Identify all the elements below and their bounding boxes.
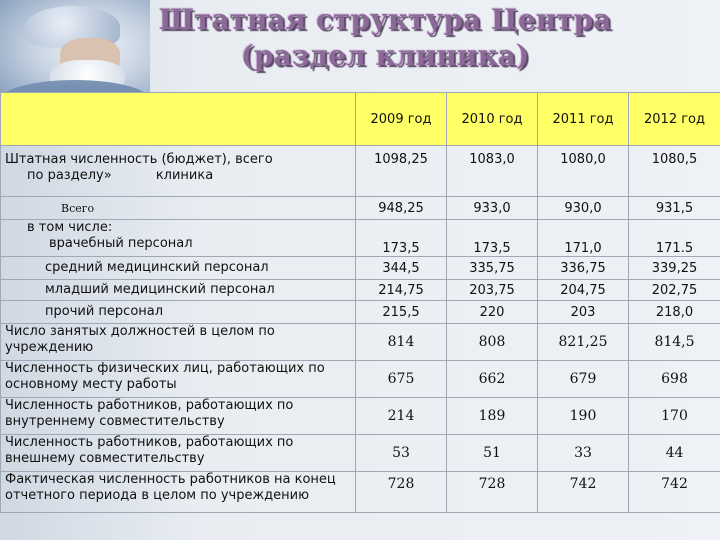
row-label: Фактическая численность работников на конец отчетного периода в целом по учреждению — [1, 472, 356, 513]
doctors-label: врачебный персонал — [49, 236, 193, 251]
including-label: в том числе: — [27, 220, 113, 235]
row-label — [1, 220, 356, 257]
value-cell: 814 — [356, 324, 447, 361]
value-cell: 948,25 — [356, 197, 447, 220]
row-label: Число занятых должностей в целом по учреждению — [1, 324, 356, 361]
table-row — [1, 301, 720, 324]
value-cell: 190 — [538, 398, 629, 435]
value-cell: 742 — [629, 472, 720, 513]
value-cell: 336,75 — [538, 257, 629, 280]
value-cell: 220 — [447, 301, 538, 324]
title-line-2: (раздел клиника) — [240, 39, 530, 72]
page-title — [150, 2, 620, 74]
value-cell: 339,25 — [629, 257, 720, 280]
value-cell: 173,5 — [447, 220, 538, 257]
staff-label-line2 — [5, 168, 351, 184]
value-cell: 189 — [447, 398, 538, 435]
value-cell: 662 — [447, 361, 538, 398]
staff-table — [0, 92, 720, 513]
year-header: 2011 год — [538, 93, 629, 146]
value-cell: 675 — [356, 361, 447, 398]
row-label: Численность физических лиц, работающих по основному месту работы — [1, 361, 356, 398]
value-cell: 44 — [629, 435, 720, 472]
year-header: 2010 год — [447, 93, 538, 146]
value-cell: 679 — [538, 361, 629, 398]
table-row — [1, 361, 720, 398]
value-cell: 171.5 — [629, 220, 720, 257]
value-cell: 203 — [538, 301, 629, 324]
table-row — [1, 435, 720, 472]
table-row — [1, 472, 720, 513]
row-label: средний медицинский персонал — [1, 257, 356, 280]
staff-label-part: клиника — [155, 168, 214, 183]
value-cell: 170 — [629, 398, 720, 435]
value-cell: 214,75 — [356, 280, 447, 301]
header-row — [1, 93, 720, 146]
value-cell: 204,75 — [538, 280, 629, 301]
value-cell: 1080,5 — [629, 146, 720, 197]
table-row — [1, 220, 720, 257]
value-cell: 214 — [356, 398, 447, 435]
value-cell: 742 — [538, 472, 629, 513]
table-row — [1, 398, 720, 435]
value-cell: 728 — [447, 472, 538, 513]
year-header: 2009 год — [356, 93, 447, 146]
row-label: Численность работников, работающих по внешнему совместительству — [1, 435, 356, 472]
year-header: 2012 год — [629, 93, 720, 146]
value-cell: 218,0 — [629, 301, 720, 324]
title-line-1: Штатная структура Центра — [158, 3, 612, 36]
row-label — [1, 146, 356, 197]
value-cell: 930,0 — [538, 197, 629, 220]
value-cell: 344,5 — [356, 257, 447, 280]
header-blank-cell — [1, 93, 356, 146]
value-cell: 173,5 — [356, 220, 447, 257]
value-cell: 33 — [538, 435, 629, 472]
value-cell: 933,0 — [447, 197, 538, 220]
table-row — [1, 197, 720, 220]
row-label: Численность работников, работающих по внутреннему совместительству — [1, 398, 356, 435]
staff-label-line1: Штатная численность (бюджет), всего — [5, 152, 273, 167]
value-cell: 814,5 — [629, 324, 720, 361]
row-label: младший медицинский персонал — [1, 280, 356, 301]
value-cell: 728 — [356, 472, 447, 513]
value-cell: 1080,0 — [538, 146, 629, 197]
doctor-photo — [0, 0, 150, 105]
row-label: Всего — [1, 197, 356, 220]
value-cell: 1083,0 — [447, 146, 538, 197]
value-cell: 53 — [356, 435, 447, 472]
value-cell: 698 — [629, 361, 720, 398]
value-cell: 51 — [447, 435, 538, 472]
value-cell: 821,25 — [538, 324, 629, 361]
value-cell: 171,0 — [538, 220, 629, 257]
table-row — [1, 280, 720, 301]
value-cell: 202,75 — [629, 280, 720, 301]
value-cell: 808 — [447, 324, 538, 361]
table-row — [1, 257, 720, 280]
value-cell: 215,5 — [356, 301, 447, 324]
table-row — [1, 146, 720, 197]
staff-label-part: по разделу» — [27, 168, 112, 183]
value-cell: 931,5 — [629, 197, 720, 220]
value-cell: 335,75 — [447, 257, 538, 280]
table-row — [1, 324, 720, 361]
row-label: прочий персонал — [1, 301, 356, 324]
value-cell: 203,75 — [447, 280, 538, 301]
value-cell: 1098,25 — [356, 146, 447, 197]
